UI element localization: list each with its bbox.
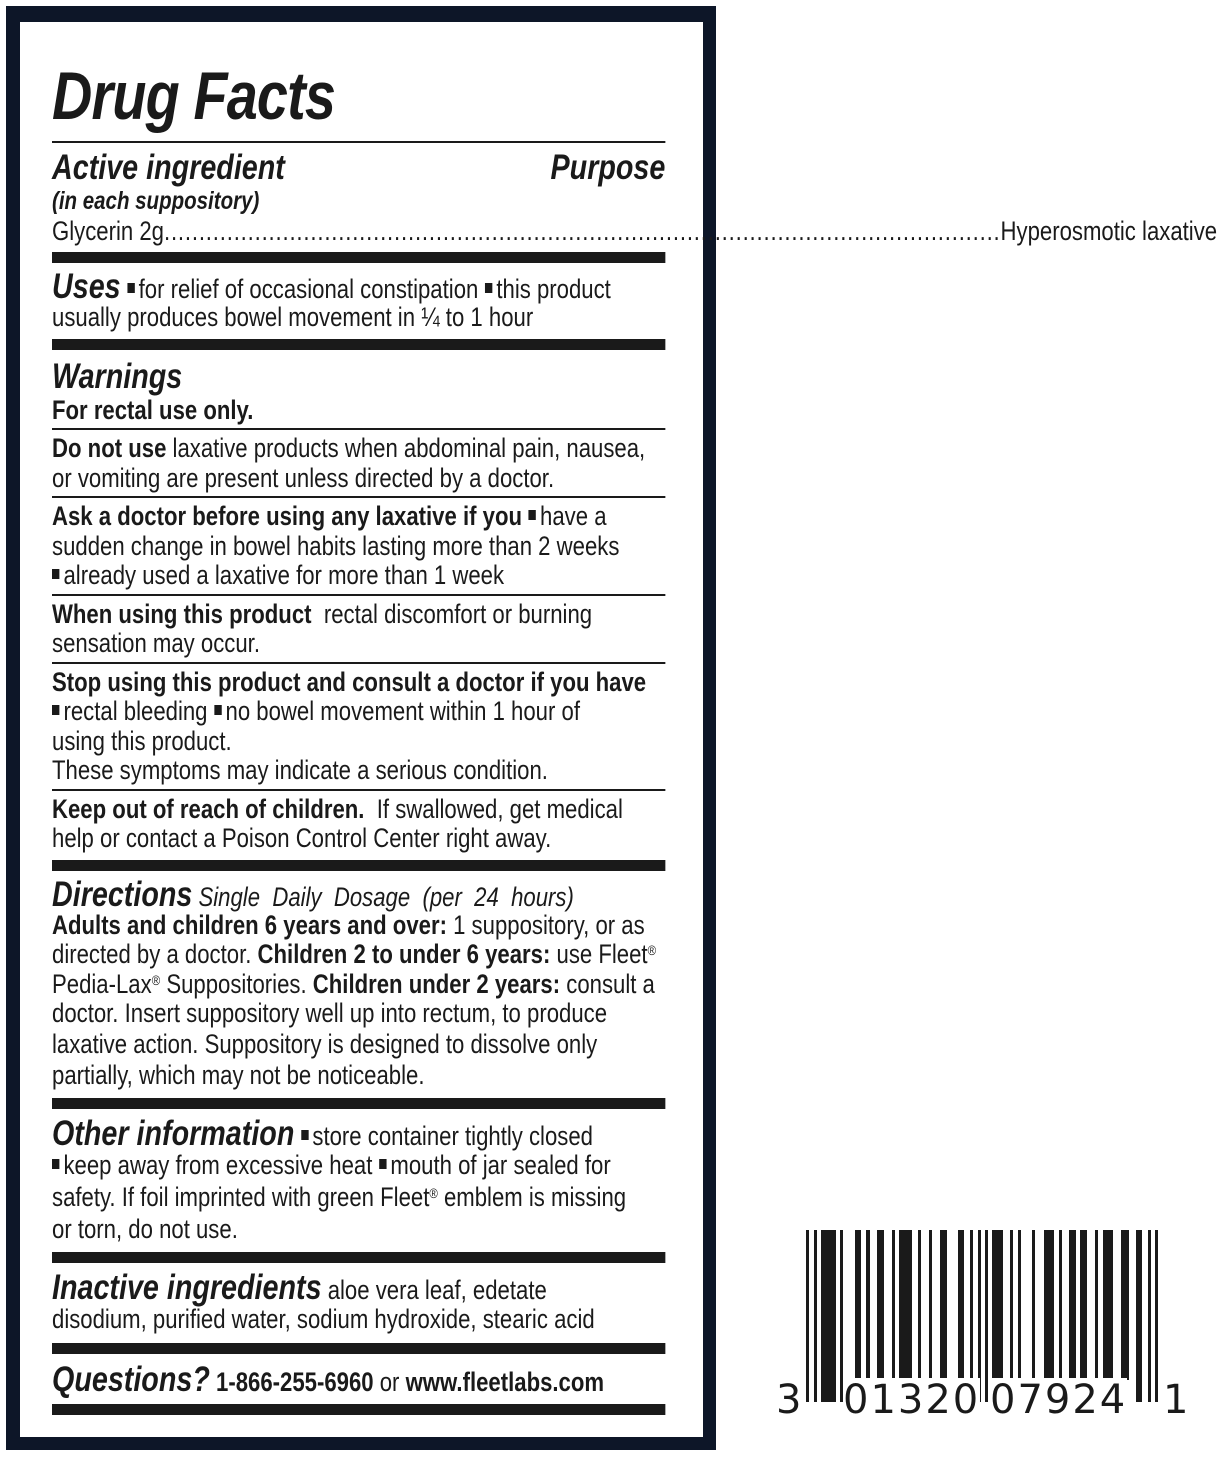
text: help or contact a Poison Control Center right away. [52, 823, 552, 853]
barcode-digits: 01320 [843, 1377, 981, 1423]
website-link[interactable]: www.fleetlabs.com [405, 1367, 605, 1397]
bullet-icon [52, 1159, 59, 1169]
text: disodium, purified water, sodium hydroxide, stearic acid [52, 1304, 595, 1334]
inactive-heading: Inactive ingredients [52, 1268, 322, 1307]
uses-line-1 [52, 267, 665, 306]
text: keep away from excessive heat [63, 1150, 373, 1180]
phone-number[interactable]: 1-866-255-6960 [209, 1367, 374, 1397]
bullet-icon [301, 1130, 308, 1140]
text [52, 940, 665, 970]
text: or torn, do not use. [52, 1214, 238, 1244]
inactive-line-1 [52, 1269, 665, 1305]
divider [52, 1098, 665, 1109]
barcode-bar [985, 1230, 988, 1402]
text [52, 561, 665, 591]
other-line-1 [52, 1115, 665, 1151]
barcode-bar [866, 1230, 870, 1380]
bullet-icon [52, 569, 59, 579]
barcode-digit: 1 [1163, 1377, 1191, 1423]
active-row [52, 215, 1217, 247]
barcode-bar [1018, 1230, 1021, 1380]
barcode-digit: 3 [776, 1377, 804, 1423]
barcode-bar [877, 1230, 884, 1380]
divider [52, 496, 665, 498]
uses-line-2: usually produces bowel movement in ¼ to 1 hour [52, 302, 534, 332]
text: consult a [560, 968, 655, 999]
text: These symptoms may indicate a serious condition. [52, 755, 548, 785]
text [52, 1151, 665, 1183]
barcode-bar [929, 1230, 932, 1380]
text: Children 2 to under 6 years: [257, 939, 551, 969]
text: or vomiting are present unless directed by a doctor. [52, 462, 555, 493]
divider [52, 428, 665, 430]
bullet-icon [52, 705, 59, 715]
text [52, 1183, 665, 1215]
text: doctor. Insert suppository well up into rectum, to produce [52, 998, 608, 1028]
barcode-bar [1059, 1230, 1062, 1380]
divider [52, 252, 665, 263]
text [52, 911, 665, 941]
text: directed by a doctor. [52, 939, 258, 969]
page-title: Drug Facts [52, 58, 336, 134]
barcode-bar [1121, 1230, 1129, 1380]
barcode-bar [1103, 1230, 1113, 1380]
barcode-bar [1044, 1230, 1054, 1380]
barcode-bar [814, 1230, 817, 1402]
barcode-bar [1032, 1230, 1035, 1380]
text: If swallowed, get medical [364, 793, 623, 824]
text: this product [496, 274, 611, 304]
dot-leader [164, 217, 1001, 247]
barcode-bar [918, 1230, 921, 1380]
barcode-bar [1069, 1230, 1076, 1380]
text: mouth of jar sealed for [390, 1150, 611, 1180]
text: or [373, 1367, 406, 1397]
text: Stop using this product and consult a doctor if you have [52, 666, 647, 697]
barcode-bar [1010, 1230, 1013, 1380]
text: store container tightly closed [312, 1121, 593, 1151]
text [52, 600, 665, 630]
barcode-bar [1095, 1230, 1098, 1380]
text: rectal discomfort or burning [311, 598, 593, 629]
purpose: Hyperosmotic laxative [1000, 215, 1217, 246]
barcode-digits: 07924 [990, 1377, 1128, 1423]
text: have a [540, 501, 607, 531]
divider [52, 1252, 665, 1263]
divider [52, 662, 665, 664]
text: Single Daily Dosage (per 24 hours) [192, 881, 574, 912]
barcode-bar [958, 1230, 964, 1380]
bullet-icon [127, 283, 134, 293]
text: use Fleet [550, 939, 648, 969]
active-header [52, 147, 665, 187]
directions-line [52, 874, 665, 914]
other-heading: Other information [52, 1114, 295, 1153]
directions-heading: Directions [52, 874, 193, 914]
divider [52, 1404, 665, 1415]
divider [52, 594, 665, 596]
bullet-icon [214, 705, 221, 715]
active-heading: Active ingredient [52, 148, 285, 187]
registered-mark: ® [647, 942, 657, 958]
text [52, 434, 665, 464]
registered-mark: ® [429, 1185, 438, 1201]
barcode-bar [892, 1230, 895, 1380]
text: laxative products when abdominal pain, nausea, [166, 433, 646, 463]
barcode-bar [899, 1230, 912, 1380]
text: for relief of occasional constipation [138, 274, 479, 304]
text: already used a laxative for more than 1 week [63, 560, 505, 590]
text: Pedia-Lax [52, 968, 152, 999]
text: 1 suppository, or as [446, 909, 645, 940]
active-sub: (in each suppository) [52, 187, 260, 215]
barcode-bar [1155, 1230, 1158, 1402]
text: no bowel movement within 1 hour of [225, 696, 580, 726]
text [52, 970, 665, 1000]
bullet-icon [485, 283, 492, 293]
text: emblem is missing [437, 1182, 627, 1212]
barcode-bar [821, 1230, 836, 1402]
text: Do not use [52, 433, 167, 463]
barcode-bar [1080, 1230, 1087, 1380]
text [52, 795, 665, 825]
warnings-heading: Warnings [52, 356, 183, 396]
purpose-heading: Purpose [550, 148, 666, 187]
barcode-bar [940, 1230, 947, 1380]
barcode-bar [1136, 1230, 1142, 1402]
uses-heading: Uses [52, 267, 121, 306]
text: sensation may occur. [52, 628, 260, 658]
bullet-icon [379, 1159, 386, 1169]
text: using this product. [52, 725, 232, 756]
divider [52, 141, 665, 143]
rectal-warning: For rectal use only. [52, 394, 254, 425]
text: Keep out of reach of children. [52, 793, 365, 824]
text: aloe vera leaf, edetate [321, 1275, 547, 1305]
text: rectal bleeding [63, 696, 208, 726]
ingredient: Glycerin 2g [52, 215, 164, 246]
text: Ask a doctor before using any laxative if you [52, 501, 523, 531]
questions-line [52, 1360, 665, 1398]
barcode-bar [1148, 1230, 1151, 1402]
text: Adults and children 6 years and over: [52, 909, 447, 940]
divider [52, 860, 665, 871]
text: safety. If foil imprinted with green Fleet [52, 1182, 430, 1212]
text: partially, which may not be noticeable. [52, 1060, 425, 1090]
text: laxative action. Suppository is designed to dissolve only [52, 1029, 598, 1059]
text: When using this product [52, 598, 312, 629]
text: Suppositories. [160, 968, 313, 999]
text [52, 697, 665, 727]
text [52, 502, 665, 532]
barcode-bar [806, 1230, 809, 1402]
divider [52, 1343, 665, 1354]
text: Children under 2 years: [312, 968, 561, 999]
bullet-icon [529, 510, 536, 520]
text: sudden change in bowel habits lasting more than 2 weeks [52, 530, 620, 561]
divider [52, 789, 665, 791]
barcode-bar [992, 1230, 1003, 1380]
divider [52, 339, 665, 350]
barcode-bar [970, 1230, 973, 1380]
registered-mark: ® [151, 971, 161, 988]
barcode-bar [855, 1230, 861, 1380]
questions-heading: Questions? [52, 1360, 210, 1399]
